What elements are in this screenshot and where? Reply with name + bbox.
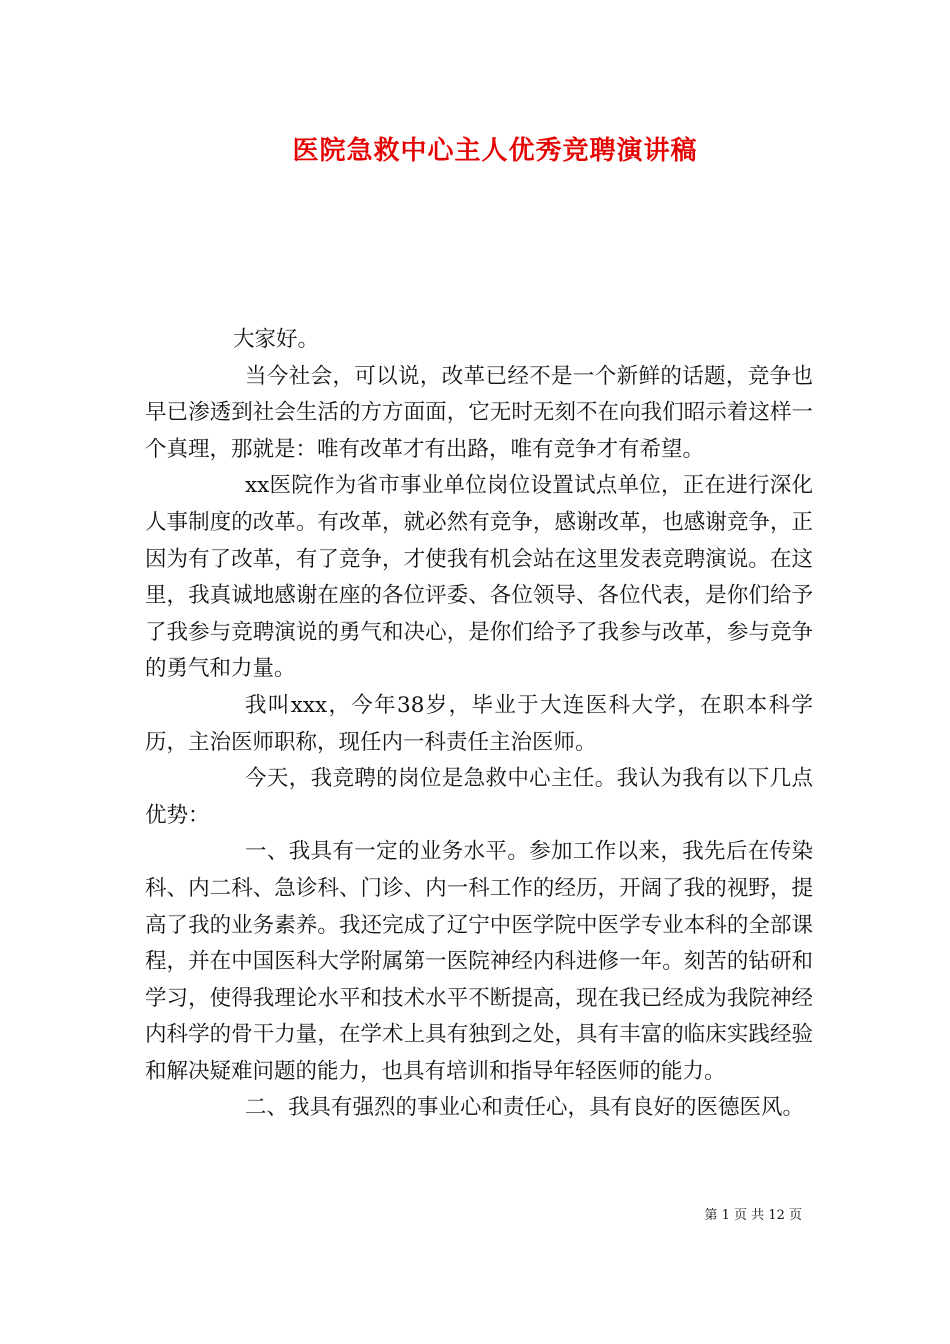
paragraph-position: 今天，我竞聘的岗位是急救中心主任。我认为我有以下几点优势： — [145, 766, 813, 828]
document-title: 医院急救中心主人优秀竞聘演讲稿 — [292, 136, 698, 166]
paragraph-advantage-two: 二、我具有强烈的事业心和责任心，具有良好的医德医风。 — [245, 1095, 805, 1121]
paragraph-intro: 当今社会，可以说，改革已经不是一个新鲜的话题，竞争也早已渗透到社会生活的方方面面，它无时无刻不在向我们昭示着这样一个真理，那就是：唯有改革才有出路，唯有竞争才有希望。 — [145, 363, 813, 462]
paragraph-greeting: 大家好。 — [233, 327, 320, 352]
document-body — [145, 322, 813, 1127]
paragraph-self-intro: 我叫xxx，今年38岁，毕业于大连医科大学，在职本科学历，主治医师职称，现任内一科责任主治医师。 — [145, 692, 813, 755]
page-number-footer: 第 1 页 共 12 页 — [704, 1208, 802, 1223]
paragraph-reform: xx医院作为省市事业单位岗位设置试点单位，正在进行深化人事制度的改革。有改革，就必然有竞争，感谢改革，也感谢竞争，正因为有了改革，有了竞争，才使我有机会站在这里发表竞聘演说。在这里，我真诚地感谢在座的各位评委、各位领导、各位代表，是你们给予了我参与竞聘演说的勇气和决心，是你们给予了我参与改革，参与竞争的勇气和力量。 — [145, 473, 813, 682]
paragraph-advantage-one: 一、我具有一定的业务水平。参加工作以来，我先后在传染科、内二科、急诊科、门诊、内一科工作的经历，开阔了我的视野，提高了我的业务素养。我还完成了辽宁中医学院中医学专业本科的全部课程，并在中国医科大学附属第一医院神经内科进修一年。刻苦的钻研和学习，使得我理论水平和技术水平不断提高，现在我已经成为我院神经内科学的骨干力量，在学术上具有独到之处，具有丰富的临床实践经验和解决疑难问题的能力，也具有培训和指导年轻医师的能力。 — [145, 839, 813, 1084]
